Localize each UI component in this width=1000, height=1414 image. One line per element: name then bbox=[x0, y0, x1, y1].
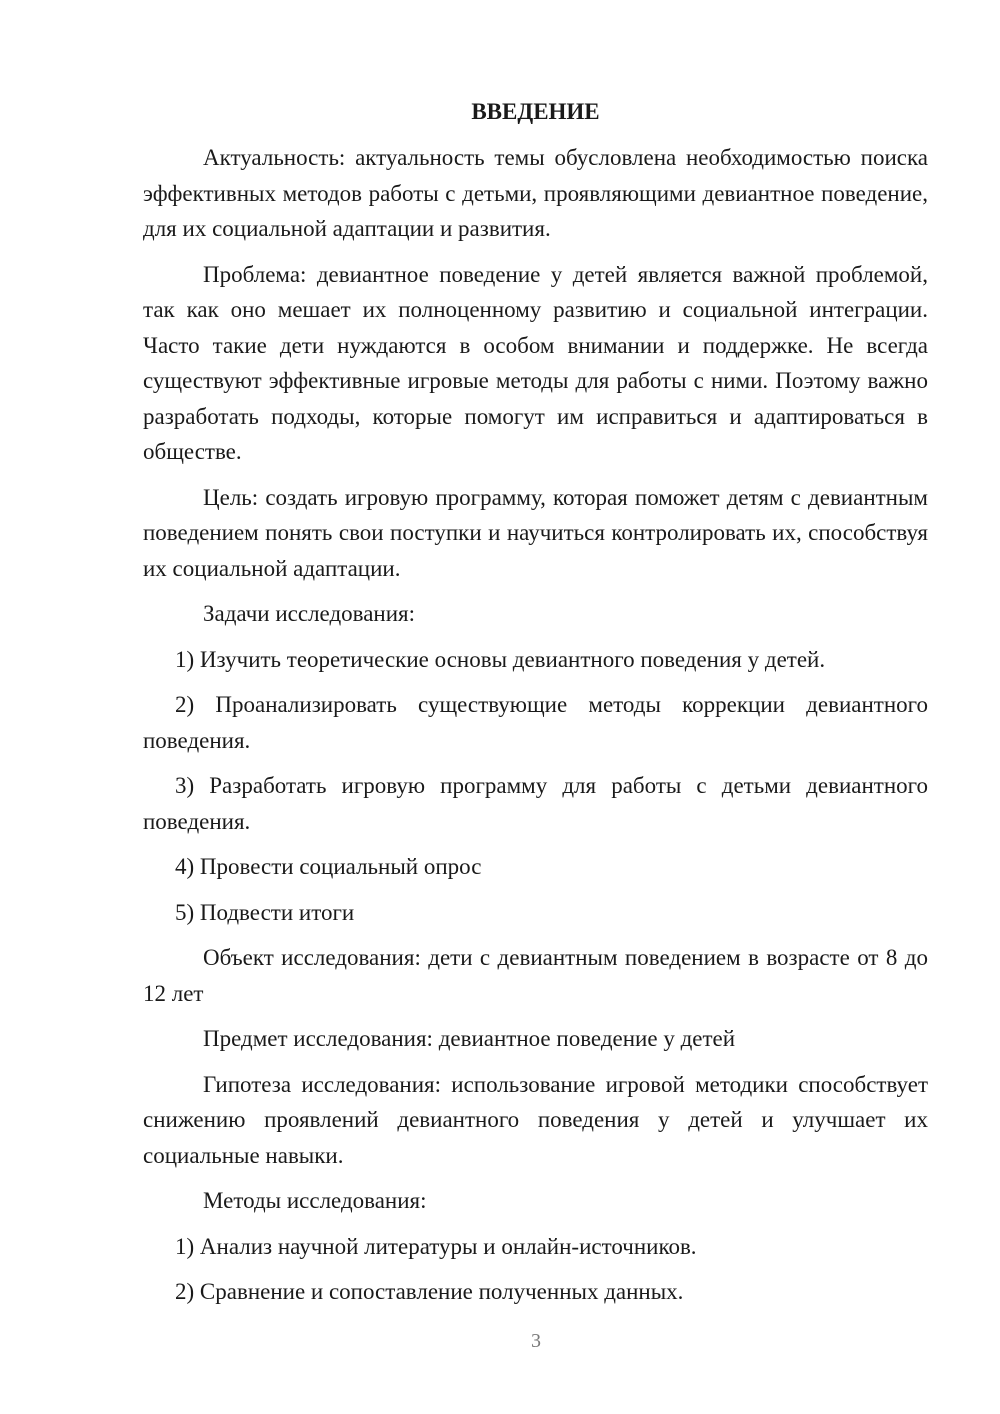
methods-heading: Методы исследования: bbox=[203, 1188, 427, 1213]
method-item: 1) Анализ научной литературы и онлайн-источников. bbox=[175, 1233, 697, 1259]
goal-paragraph: Цель: создать игровую программу, которая поможет детям с девиантным поведением понять свои поступки и научиться контролировать их, способствуя их социальной адаптации. bbox=[143, 484, 928, 581]
method-item: 2) Сравнение и сопоставление полученных данных. bbox=[175, 1279, 684, 1304]
task-item: 3) Разработать игровую программу для работы с детьми девиантного поведения. bbox=[143, 773, 928, 834]
page-content bbox=[143, 94, 928, 1320]
task-item: 1) Изучить теоретические основы девиантного поведения у детей. bbox=[175, 646, 826, 672]
hypothesis-paragraph: Гипотеза исследования: использование игровой методики способствует снижению проявлений девиантного поведения у детей и улучшает их социальные навыки. bbox=[143, 1071, 928, 1168]
tasks-heading: Задачи исследования: bbox=[203, 601, 416, 626]
task-item: 4) Провести социальный опрос bbox=[175, 854, 482, 879]
problem-paragraph: Проблема: девиантное поведение у детей является важной проблемой, так как оно мешает их полноценному развитию и социальной интеграции. Часто такие дети нуждаются в особом внимании и поддержке. Не всегда существуют эффективные игровые методы для работы с ними. Поэтому важно разработать подходы, которые помогут им исправиться и адаптироваться в обществе. bbox=[143, 261, 928, 464]
relevance-paragraph: Актуальность: актуальность темы обусловлена необходимостью поиска эффективных методов работы с детьми, проявляющими девиантное поведение, для их социальной адаптации и развития. bbox=[143, 145, 928, 241]
task-item: 5) Подвести итоги bbox=[175, 899, 355, 925]
object-paragraph: Объект исследования: дети с девиантным поведением в возрасте от 8 до 12 лет bbox=[143, 945, 928, 1006]
page-number: 3 bbox=[531, 1330, 541, 1352]
subject-paragraph: Предмет исследования: девиантное поведение у детей bbox=[203, 1026, 736, 1051]
page-title: ВВЕДЕНИЕ bbox=[471, 99, 600, 124]
task-item: 2) Проанализировать существующие методы коррекции девиантного поведения. bbox=[143, 692, 928, 753]
